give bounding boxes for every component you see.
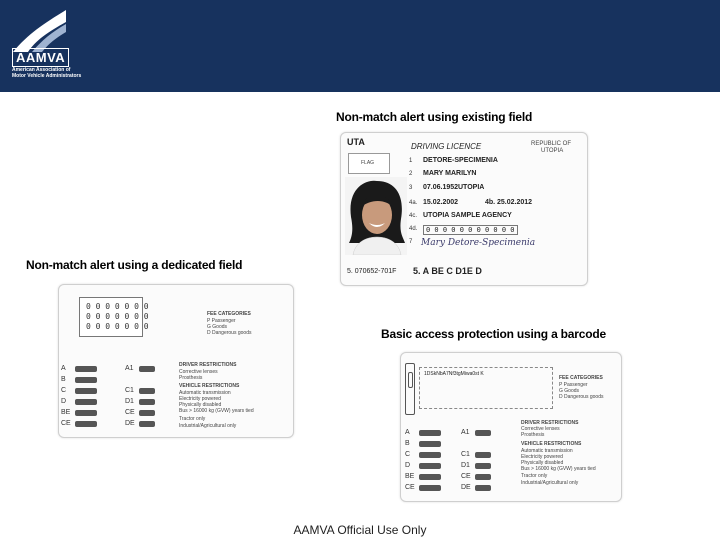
licence-field-value: 07.06.1952 [423, 184, 459, 191]
header-bar [0, 0, 720, 92]
footer-notice: AAMVA Official Use Only [293, 523, 427, 537]
vehicle-icon [419, 463, 441, 469]
field-number: 1 [409, 158, 413, 164]
vehicle-item: Electricity powered [521, 454, 563, 460]
driver-item: Prosthesis [521, 432, 545, 438]
vehicle-class-label: A [405, 429, 410, 436]
fee-item: P Passenger [207, 318, 236, 324]
vehicle-item: Bus > 16000 kg (GVW) years tied [521, 466, 596, 472]
vehicle-item: Industrial/Agricultural only [521, 480, 579, 486]
driver-restrictions-title: DRIVER RESTRICTIONS [179, 362, 237, 368]
fee-item: D Dangerous goods [207, 330, 252, 336]
vehicle-icon [75, 399, 97, 405]
licence-field-value: DETORE-SPECIMENIA [423, 157, 498, 164]
fee-categories-title: FEE CATEGORIES [559, 375, 603, 381]
licence-back-card-dedicated [58, 284, 294, 438]
vehicle-icon [75, 388, 97, 394]
vehicle-icon [419, 485, 441, 491]
country-code: UTA [347, 137, 365, 147]
vehicle-class-label: B [61, 376, 66, 383]
dedicated-code-box: 0 0 0 0 0 0 0 0 0 0 0 0 0 0 0 0 0 0 0 0 0 [79, 297, 143, 337]
barcode-text: 1DSkNbA7Nf3tgMiwa0st K [424, 371, 484, 377]
vehicle-icon [475, 474, 491, 480]
vehicle-icon [475, 485, 491, 491]
vehicle-icon [419, 441, 441, 447]
birthplace: UTOPIA [458, 184, 485, 191]
vehicle-item: Physically disabled [521, 460, 564, 466]
barcode-area [419, 367, 553, 409]
expiry-date: 25.02.2012 [497, 199, 533, 206]
vehicle-class-label: C [405, 451, 411, 458]
field-number: 4a. [409, 200, 418, 206]
vehicle-icon [139, 421, 155, 427]
caption-existing-field: Non-match alert using existing field [336, 110, 533, 124]
vehicle-item: Bus > 16000 kg (GVW) years tied [179, 408, 254, 414]
holder-photo [345, 177, 407, 255]
issuer-line1: REPUBLIC OF [531, 141, 572, 147]
vehicle-item: Automatic transmission [179, 390, 231, 396]
vehicle-icon [475, 463, 491, 469]
fee-item: D Dangerous goods [559, 394, 604, 400]
vehicle-class-label: CE [125, 409, 135, 416]
licence-back-card-barcode [400, 352, 622, 502]
driver-item: Corrective lenses [179, 369, 218, 375]
vehicle-class-label: D1 [461, 462, 470, 469]
vehicle-class-label: BE [61, 409, 71, 416]
vehicle-item: Tractor only [179, 416, 206, 422]
caption-barcode: Basic access protection using a barcode [381, 327, 606, 341]
vehicle-icon [419, 430, 441, 436]
field-number: 2 [409, 171, 413, 177]
vehicle-icon [475, 452, 491, 458]
vehicle-item: Tractor only [521, 473, 548, 479]
fee-item: P Passenger [559, 382, 588, 388]
licence-field-value: 0 0 0 0 0 0 0 0 0 0 0 [423, 225, 518, 235]
fee-categories-title: FEE CATEGORIES [207, 311, 251, 317]
vehicle-class-label: DE [125, 420, 135, 427]
vehicle-class-label: CE [461, 473, 471, 480]
driver-item: Prosthesis [179, 375, 203, 381]
field-number: 4c. [409, 213, 418, 219]
field-number: 4d. [409, 226, 418, 232]
licence-field-value: UTOPIA SAMPLE AGENCY [423, 212, 512, 219]
vehicle-class-label: D1 [125, 398, 134, 405]
vehicle-class-label: CE [61, 420, 71, 427]
driver-item: Corrective lenses [521, 426, 560, 432]
vehicle-icon [139, 366, 155, 372]
licence-field-value: 15.02.2002 [423, 199, 459, 206]
vehicle-icon [75, 366, 97, 372]
expiry-number: 4b. [485, 199, 496, 206]
vehicle-class-label: D [405, 462, 411, 469]
licence-number: 5. 070652-701F [347, 268, 397, 275]
vehicle-icon [139, 399, 155, 405]
licence-field-value: MARY MARILYN [423, 170, 477, 177]
fee-item: G Goods [207, 324, 228, 330]
key-slot-icon [405, 363, 415, 415]
vehicle-class-label: DE [461, 484, 471, 491]
vehicle-icon [139, 410, 155, 416]
org-name-line1: American Association of [12, 67, 71, 73]
vehicle-icon [75, 421, 97, 427]
vehicle-icon [139, 388, 155, 394]
vehicle-class-label: C1 [125, 387, 134, 394]
driver-restrictions-title: DRIVER RESTRICTIONS [521, 420, 579, 426]
vehicle-icon [419, 474, 441, 480]
signature: Mary Detore-Specimenia [421, 238, 536, 248]
vehicle-icon [419, 452, 441, 458]
vehicle-icon [75, 410, 97, 416]
vehicle-class-label: A [61, 365, 66, 372]
vehicle-class-label: A1 [461, 429, 470, 436]
issuer-line2: UTOPIA [541, 148, 564, 154]
licence-title: DRIVING LICENCE [411, 142, 482, 151]
flag-box: FLAG [348, 153, 390, 174]
licence-front-card [340, 132, 588, 286]
vehicle-item: Automatic transmission [521, 448, 573, 454]
vehicle-item: Industrial/Agricultural only [179, 423, 237, 429]
vehicle-restrictions-title: VEHICLE RESTRICTIONS [521, 441, 582, 447]
vehicle-class-label: C1 [461, 451, 470, 458]
aamva-logo-text: AAMVA [12, 48, 69, 67]
vehicle-class-label: CE [405, 484, 415, 491]
field-number: 7 [409, 239, 413, 245]
field-number: 3 [409, 185, 413, 191]
vehicle-icon [475, 430, 491, 436]
org-name-line2: Motor Vehicle Administrators [12, 73, 82, 79]
vehicle-class-label: B [405, 440, 410, 447]
vehicle-restrictions-title: VEHICLE RESTRICTIONS [179, 383, 240, 389]
licence-categories: 5. A BE C D1E D [413, 266, 482, 276]
vehicle-class-label: BE [405, 473, 415, 480]
vehicle-class-label: A1 [125, 365, 134, 372]
vehicle-icon [75, 377, 97, 383]
caption-dedicated-field: Non-match alert using a dedicated field [26, 258, 243, 272]
fee-item: G Goods [559, 388, 580, 394]
vehicle-class-label: D [61, 398, 67, 405]
vehicle-item: Electricity powered [179, 396, 221, 402]
vehicle-class-label: C [61, 387, 67, 394]
vehicle-item: Physically disabled [179, 402, 222, 408]
